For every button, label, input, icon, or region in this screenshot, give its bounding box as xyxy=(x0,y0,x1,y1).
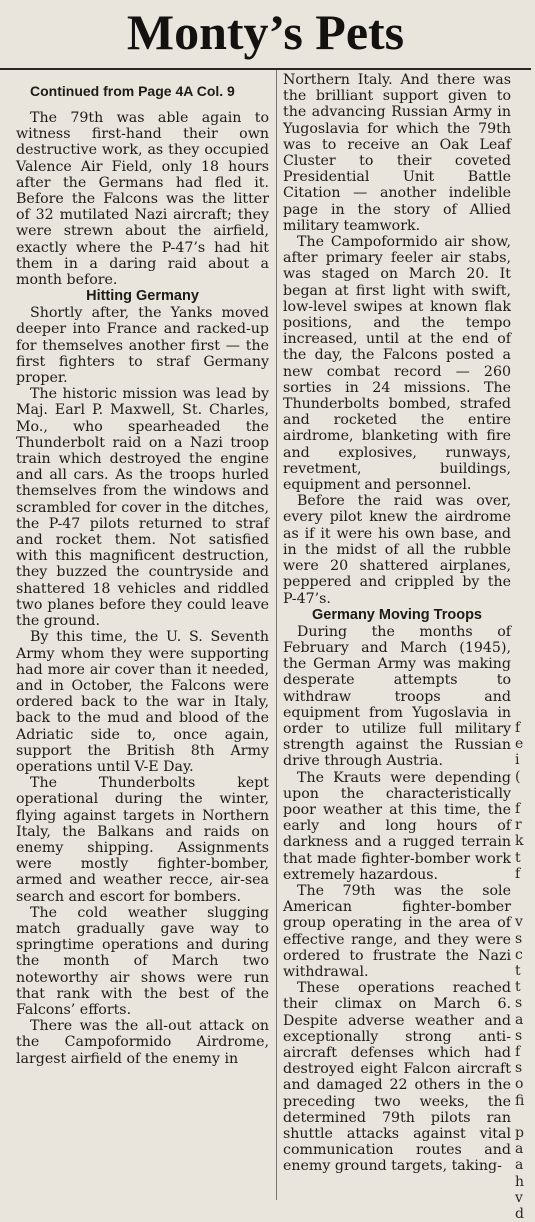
paragraph: The 79th was able again to witness first-hand their own destructive work, as they occupied Valence Air Field, only 18 hours after the Germans had fled it. Before the Falcons was the litter of 32 mutilated Nazi aircraft; they were strewn about the airfield, exactly where the P-47’s had hit them in a daring raid about a month before. xyxy=(16,110,269,289)
subhead: Germany Moving Troops xyxy=(312,606,482,623)
paragraph: Northern Italy. And there was the brilliant support given to the advancing Russian Army in Yugoslavia for which the 79th was to receive an Oak Leaf Cluster to their coveted Presidential Unit Battle Citation — another indelible page in the story of Allied military teamwork. xyxy=(283,72,511,234)
column-fragment-text: t xyxy=(515,849,521,866)
paragraph: The Campoformido air show, after primary feeler air stabs, was staged on March 20. It began at first light with swift, low-level swipes at known flak positions, and the tempo increased, until at the end of the day, the Falcons posted a new combat record — 260 sorties in 24 missions. The Thunderbolts bombed, strafed and rocketed the entire airdrome, blanketing with fire and explosives, runways, revetment, buildings, equipment and personnel. xyxy=(283,234,511,494)
column-fragment-text: f xyxy=(515,801,521,817)
paragraph: Shortly after, the Yanks moved deeper into France and racked-up for themselves another first — the first fighters to straf Germany proper. xyxy=(16,305,269,387)
paragraph: During the months of February and March (1945), the German Army was making desperate attempts to withdraw troops and equipment from Yugoslavia in order to utilize full military strength against the Russian drive through Austria. xyxy=(283,623,511,770)
column-fragment-text: t xyxy=(515,979,521,996)
column-fragment-text: f xyxy=(515,865,521,882)
right-column-fragment xyxy=(515,72,535,1222)
column-fragment-text: o xyxy=(515,1076,524,1093)
paragraph: The historic mission was lead by Maj. Earl P. Maxwell, St. Charles, Mo., who spearheaded the Thunderbolt raid on a Nazi troop train which destroyed the engine and all cars. As the troops hurled themselves from the windows and scrambled for cover in the ditches, the P-47 pilots returned to straf and rocket them. Not satisfied with this magnificent destruction, they buzzed the countryside and shattered 18 vehicles and riddled two planes before they could leave the ground. xyxy=(16,386,269,630)
paragraph: The 79th was the sole American fighter-bomber group operating in the area of effective range, and they were ordered to frustrate the Nazi withdrawal. xyxy=(283,882,511,980)
column-fragment-text: k xyxy=(515,833,524,850)
column-fragment-text: c xyxy=(515,946,523,963)
column-fragment-text: a xyxy=(515,1141,524,1158)
column-fragment-text: f xyxy=(515,1044,521,1060)
column-fragment-text: v xyxy=(515,914,523,931)
column-fragment-text: i xyxy=(515,752,520,769)
subhead: Hitting Germany xyxy=(86,288,199,305)
paragraph: The Thunderbolts kept operational during the winter, flying against targets in Northern Italy, the Balkans and raids on enemy shipping. Assignments were mostly fighter-bomber, armed and weather recce, air-sea search and escort for bombers. xyxy=(16,775,269,905)
column-fragment-text: v xyxy=(515,1189,523,1206)
headline: Monty’s Pets xyxy=(126,4,405,60)
column-fragment-text: ( xyxy=(515,768,521,785)
column-fragment-text: s xyxy=(515,930,523,947)
column-fragment-text: d xyxy=(515,1206,524,1222)
middle-column xyxy=(283,72,511,1175)
column-fragment-text: r xyxy=(515,817,522,834)
paragraph: These operations reached their climax on March 6. Despite adverse weather and exceptionally strong anti-aircraft defenses which had destroyed eight Falcon aircraft and damaged 22 others in the preceding two weeks, the determined 79th pilots ran shuttle attacks against vital communication routes and enemy ground targets, taking- xyxy=(283,980,511,1175)
column-fragment-text: e xyxy=(515,736,524,753)
column-fragment-text: s xyxy=(515,995,523,1012)
paragraph: Before the raid was over, every pilot knew the airdrome as if it were his own base, and in the midst of all the rubble were 20 shattered airplanes, peppered and crippled by the P-47’s. xyxy=(283,493,511,607)
paragraph: By this time, the U. S. Seventh Army whom they were supporting had more air cover than it needed, and in October, the Falcons were ordered back to the war in Italy, back to the mud and blood of the Adriatic side to, once again, support the British 8th Army operations until V-E Day. xyxy=(16,629,269,775)
column-fragment-text: t xyxy=(515,963,521,979)
left-column xyxy=(16,72,269,1067)
column-fragment-text: fi xyxy=(515,1092,525,1109)
column-fragment-text: s xyxy=(515,1060,523,1077)
column-fragment-text: p xyxy=(515,1125,524,1141)
column-fragment-text: h xyxy=(515,1173,525,1190)
column-fragment-text: f xyxy=(515,720,521,736)
headline-rule xyxy=(0,68,531,70)
paragraph: The cold weather slugging match gradually gave way to springtime operations and during the month of March two noteworthy air shows were run that rank with the best of the Falcons’ efforts. xyxy=(16,904,269,1018)
column-fragment-text: s xyxy=(515,1027,523,1044)
paragraph: There was the all-out attack on the Campoformido Airdrome, largest airfield of the enemy in xyxy=(16,1018,269,1067)
paragraph: The Krauts were depending upon the characteristically poor weather at this time, the early and long hours of darkness and a rugged terrain that made fighter-bomber work extremely hazardous. xyxy=(283,769,511,883)
column-fragment-text: a xyxy=(515,1157,524,1174)
continued-line: Continued from Page 4A Col. 9 xyxy=(30,83,235,99)
column-fragment-text: a xyxy=(515,1011,524,1028)
column-divider xyxy=(276,70,277,1200)
